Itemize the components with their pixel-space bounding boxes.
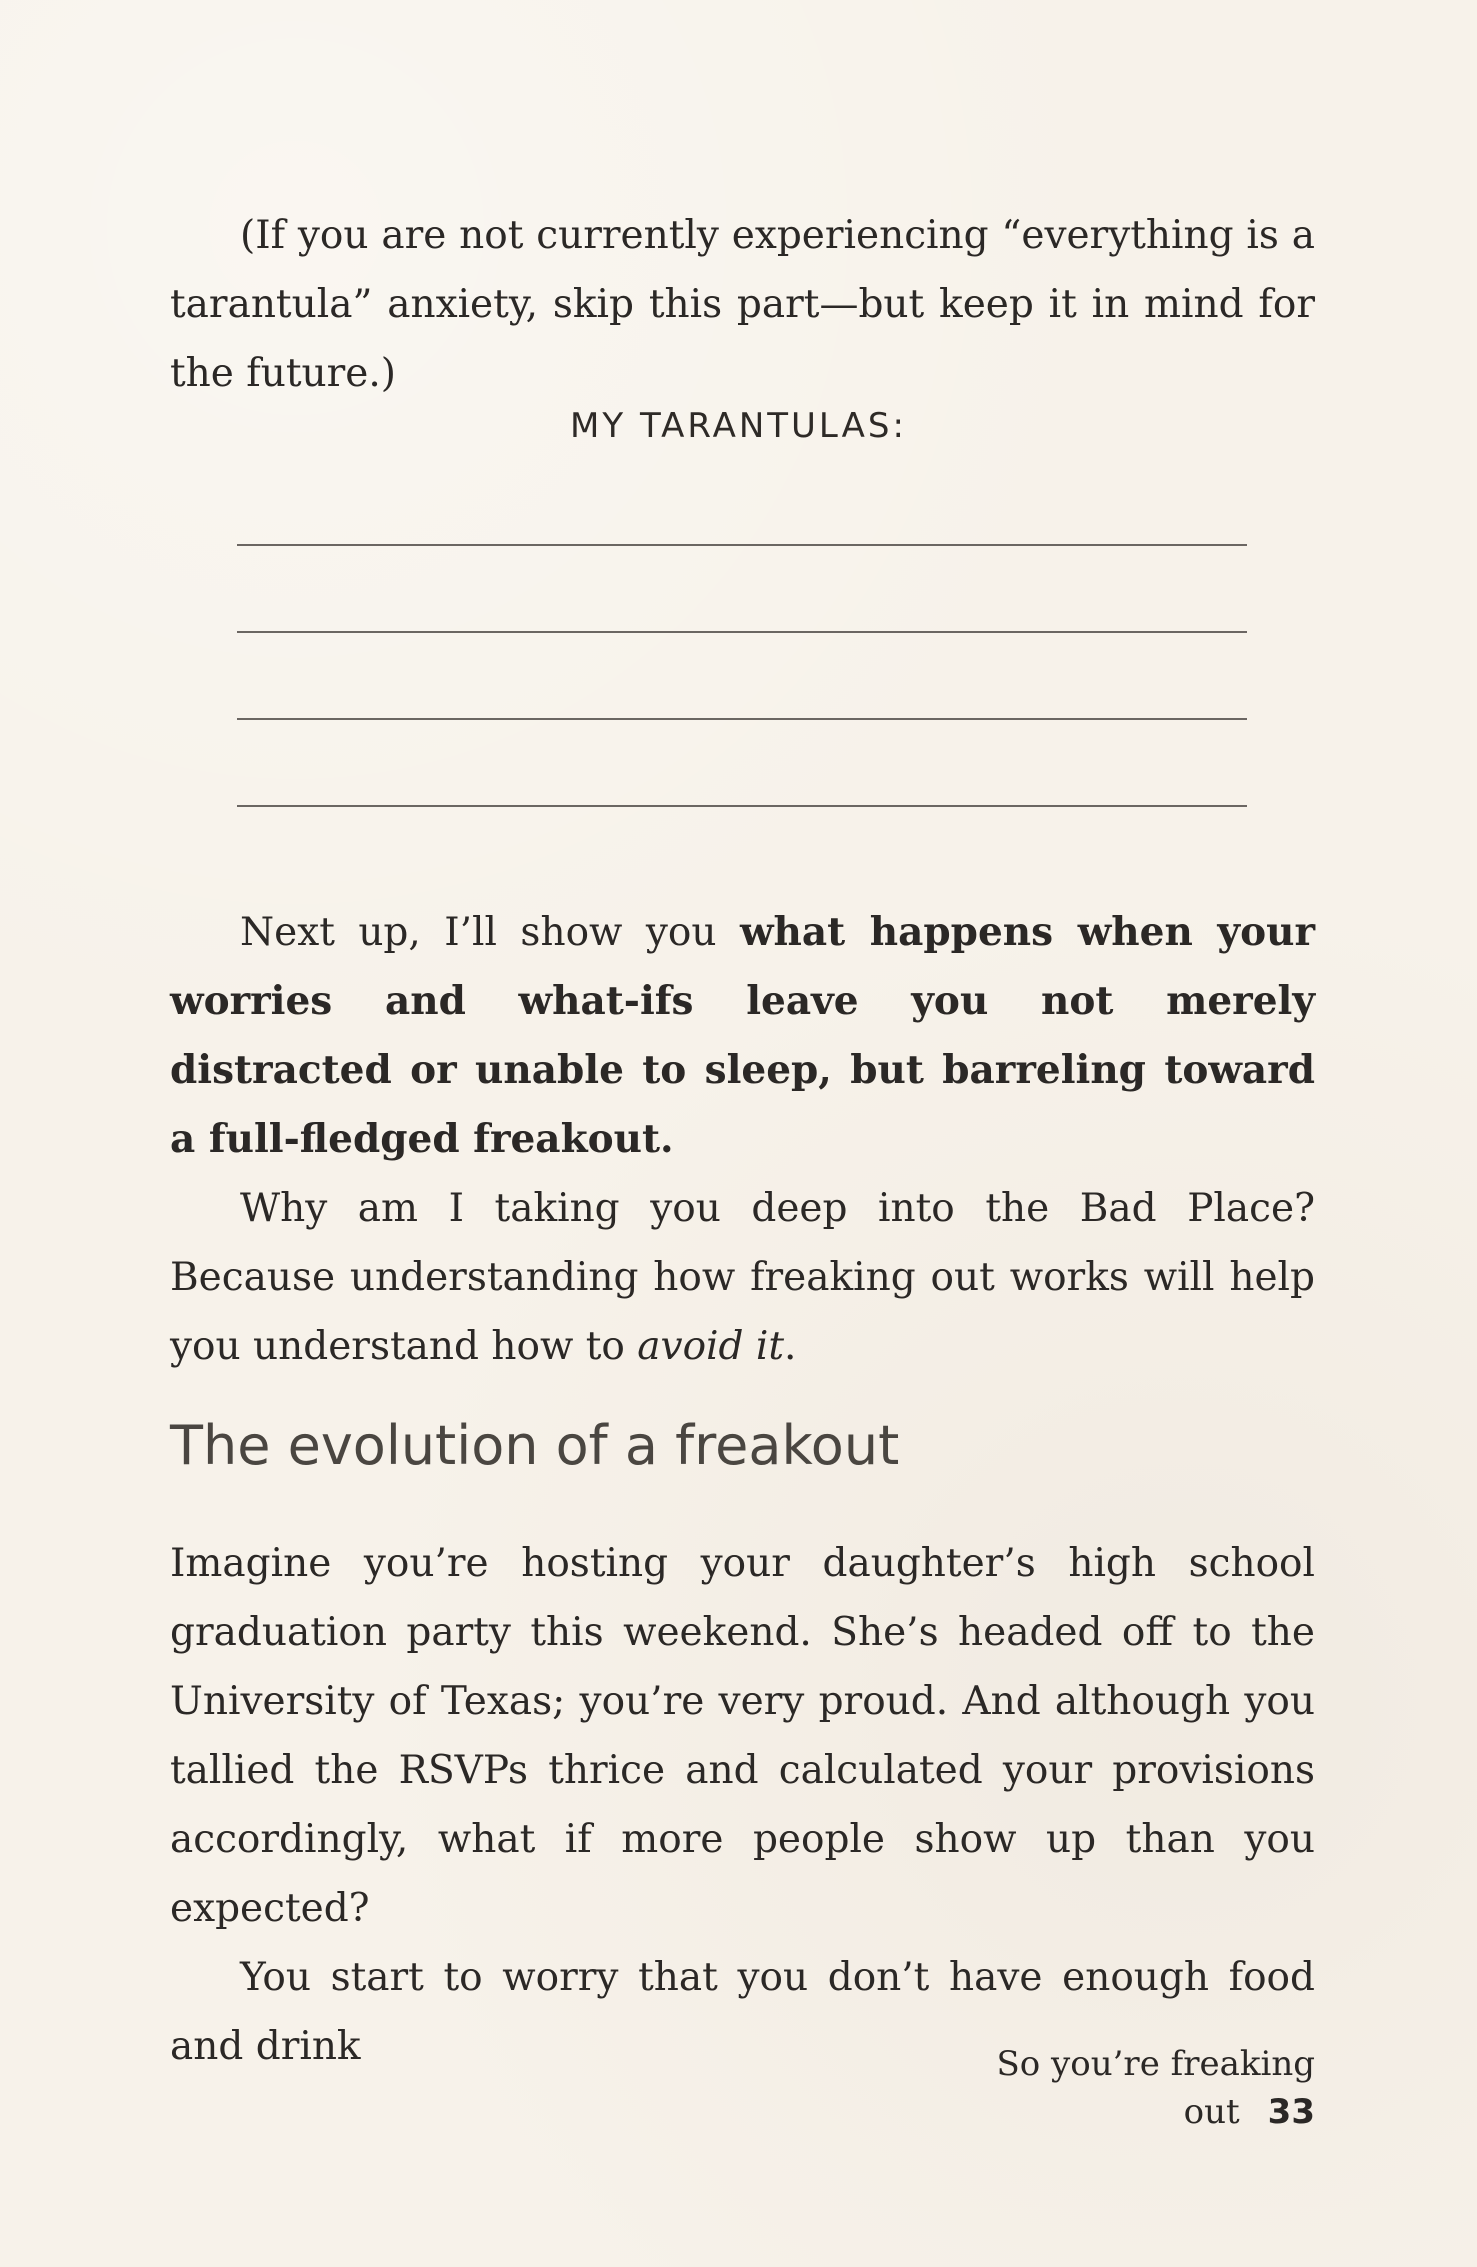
transition-paragraph-2-start: Why am I taking you deep into the Bad Place? Because understanding how freaking out works will help you understand how to xyxy=(170,1186,1315,1369)
intro-note-text: (If you are not currently experiencing “everything is a tarantula” anxiety, skip this part—but keep it in mind for the future.) xyxy=(170,213,1315,396)
transition-lead-text: Next up, I’ll show you xyxy=(240,910,740,955)
transition-section xyxy=(170,898,1315,1381)
running-title: So you’re freaking out xyxy=(996,2044,1315,2132)
worksheet-blank-line-1[interactable] xyxy=(237,544,1247,546)
worksheet-blank-line-4[interactable] xyxy=(237,805,1247,807)
scenario-paragraph-2: You start to worry that you don’t have enough food and drink xyxy=(170,1955,1315,2069)
section-heading: The evolution of a freakout xyxy=(170,1414,900,1477)
transition-paragraph-2-italic: avoid it xyxy=(637,1324,785,1369)
transition-paragraph-2-end: . xyxy=(784,1324,797,1369)
worksheet-blank-line-2[interactable] xyxy=(237,631,1247,633)
scenario-paragraph-1: Imagine you’re hosting your daughter’s high school graduation party this weekend. She’s headed off to the University of Texas; you’re very proud. And although you tallied the RSVPs thrice and calculated your provisions accordingly, what if more people show up than you expected? xyxy=(170,1541,1315,1931)
page-number: 33 xyxy=(1267,2092,1315,2132)
worksheet-title: MY TARANTULAS: xyxy=(570,406,907,446)
intro-note xyxy=(170,201,1315,408)
transition-paragraph-2 xyxy=(170,1174,1315,1381)
page-footer xyxy=(892,2040,1315,2136)
scenario-section xyxy=(170,1529,1315,2081)
transition-bold-text: what happens when your worries and what-ifs leave you not merely distracted or unable to sleep, but barreling toward a full-fledged freakout. xyxy=(170,909,1315,1162)
transition-paragraph-1 xyxy=(170,898,1315,1174)
worksheet-blank-line-3[interactable] xyxy=(237,718,1247,720)
